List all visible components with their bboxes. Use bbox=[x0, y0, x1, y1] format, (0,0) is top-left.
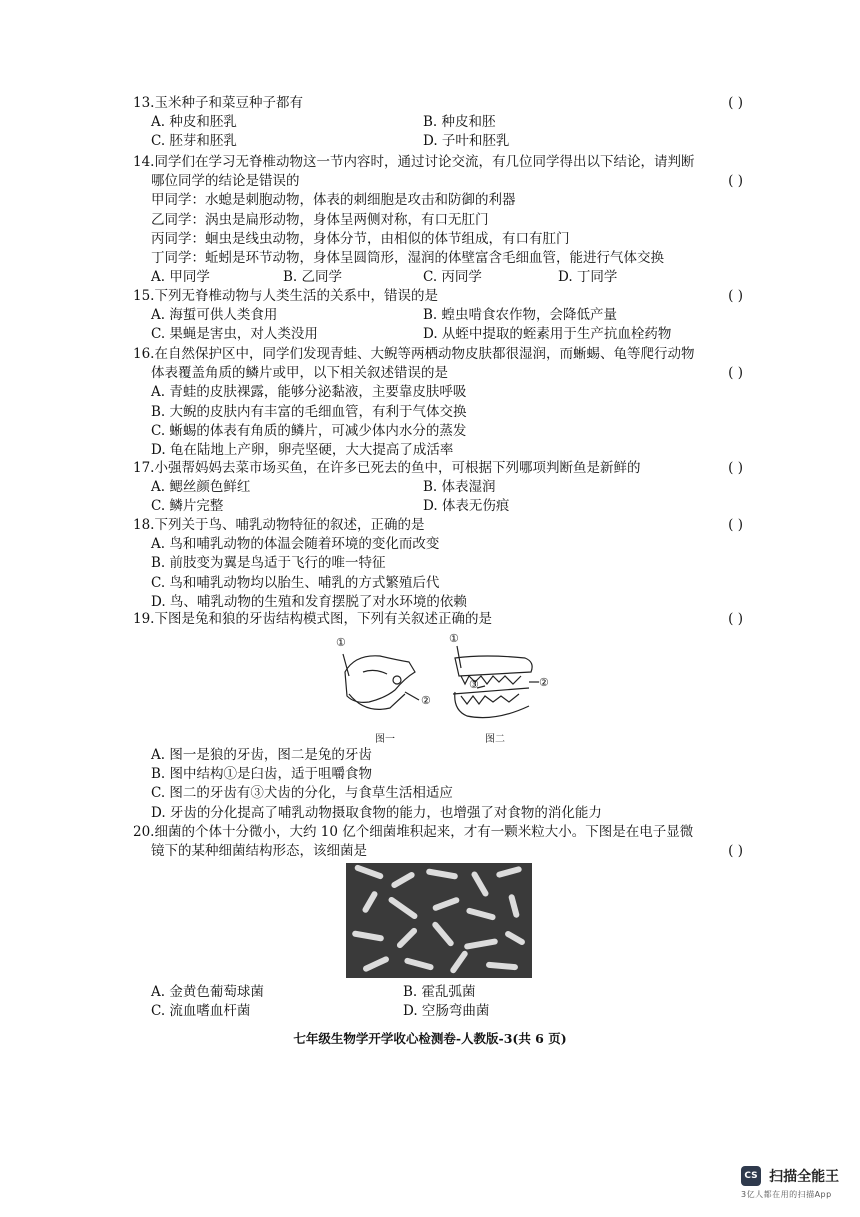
fig1-label-1: ① bbox=[336, 636, 346, 649]
bacteria-micrograph bbox=[346, 863, 532, 978]
fig1-label-2: ② bbox=[421, 694, 431, 707]
brand-name: 扫描全能王 bbox=[769, 1168, 840, 1185]
question-18: 18.下列关于鸟、哺乳动物特征的叙述，正确的是 ( ) A. 鸟和哺乳动物的体温会随着环境的变化而改变 B. 前肢变为翼是鸟适于飞行的唯一特征 C. 鸟和哺乳动物均以胎生、哺乳的方式繁殖后代 D. 鸟、哺乳动物的生殖和发育摆脱了对水环境的依赖 bbox=[133, 517, 743, 610]
question-19-options: A. 图一是狼的牙齿，图二是兔的牙齿 B. 图中结构①是臼齿，适于咀嚼食物 C. 图二的牙齿有③犬齿的分化，与食草生活相适应 D. 牙齿的分化提高了哺乳动物摄取食物的能力，也增强了对食物的消化能力 bbox=[151, 747, 602, 821]
question-15: 15.下列无脊椎动物与人类生活的关系中，错误的是 ( ) A. 海蜇可供人类食用 B. 蝗虫啃食农作物，会降低产量 C. 果蝇是害虫，对人类没用 D. 从蛭中提取的蛭素用于生产抗血栓药物 bbox=[133, 288, 743, 343]
page-footer: 七年级生物学开学收心检测卷-人教版-3(共 6 页) bbox=[293, 1031, 567, 1046]
scanner-watermark bbox=[741, 1165, 849, 1200]
question-14: 14.同学们在学习无脊椎动物这一节内容时，通过讨论交流，有几位同学得出以下结论，请判断 哪位同学的结论是错误的 ( ) 甲同学：水螅是刺胞动物，体表的刺细胞是攻击和防御的利器 乙同学：涡虫是扁形动物，身体呈两侧对称，有口无肛门 丙同学：蛔虫是线虫动物，身体分节，由相似的体节组成，有口有肛门 丁同学：蚯蚓是环节动物，身体呈圆筒形，湿润的体壁富含毛细血管，能进行气体交换 A. 甲同学 B. 乙同学 C. 丙同学 D. 丁同学 bbox=[133, 154, 743, 286]
brand-tagline: 3亿人都在用的扫描App bbox=[741, 1189, 832, 1199]
camscanner-logo-icon: CS bbox=[741, 1166, 761, 1186]
question-13: 13.玉米种子和菜豆种子都有 ( ) A. 种皮和胚乳 B. 种皮和胚 C. 胚芽和胚乳 D. 子叶和胚乳 bbox=[133, 95, 743, 150]
fig2-label-2: ② bbox=[539, 676, 549, 689]
fig1-caption: 图一 bbox=[375, 734, 395, 745]
question-17: 17.小强帮妈妈去菜市场买鱼，在许多已死去的鱼中，可根据下列哪项判断鱼是新鲜的 ( ) A. 鳃丝颜色鲜红 B. 体表湿润 C. 鳞片完整 D. 体表无伤痕 bbox=[133, 460, 743, 515]
fig2-label-1: ① bbox=[449, 632, 459, 645]
question-19: 19.下图是兔和狼的牙齿结构模式图，下列有关叙述正确的是 ( ) bbox=[133, 611, 743, 627]
teeth-diagram bbox=[335, 632, 560, 748]
question-20: 20.细菌的个体十分微小，大约 10 亿个细菌堆积起来，才有一颗米粒大小。下图是在电子显微 镜下的某种细菌结构形态，该细菌是 ( ) bbox=[133, 824, 743, 860]
question-20-options: A. 金黄色葡萄球菌 B. 霍乱弧菌 C. 流血嗜血杆菌 D. 空肠弯曲菌 bbox=[151, 984, 490, 1020]
question-16: 16.在自然保护区中，同学们发现青蛙、大鲵等两栖动物皮肤都很湿润，而蜥蜴、龟等爬行动物 体表覆盖角质的鳞片或甲，以下相关叙述错误的是 ( ) A. 青蛙的皮肤裸露，能够分泌黏液，主要靠皮肤呼吸 B. 大鲵的皮肤内有丰富的毛细血管，有利于气体交换 C. 蜥蜴的体表有角质的鳞片，可减少体内水分的蒸发 D. 龟在陆地上产卵，卵壳坚硬，大大提高了成活率 bbox=[133, 346, 743, 458]
fig2-label-3: ③ bbox=[469, 678, 479, 691]
fig2-caption: 图二 bbox=[485, 734, 505, 745]
